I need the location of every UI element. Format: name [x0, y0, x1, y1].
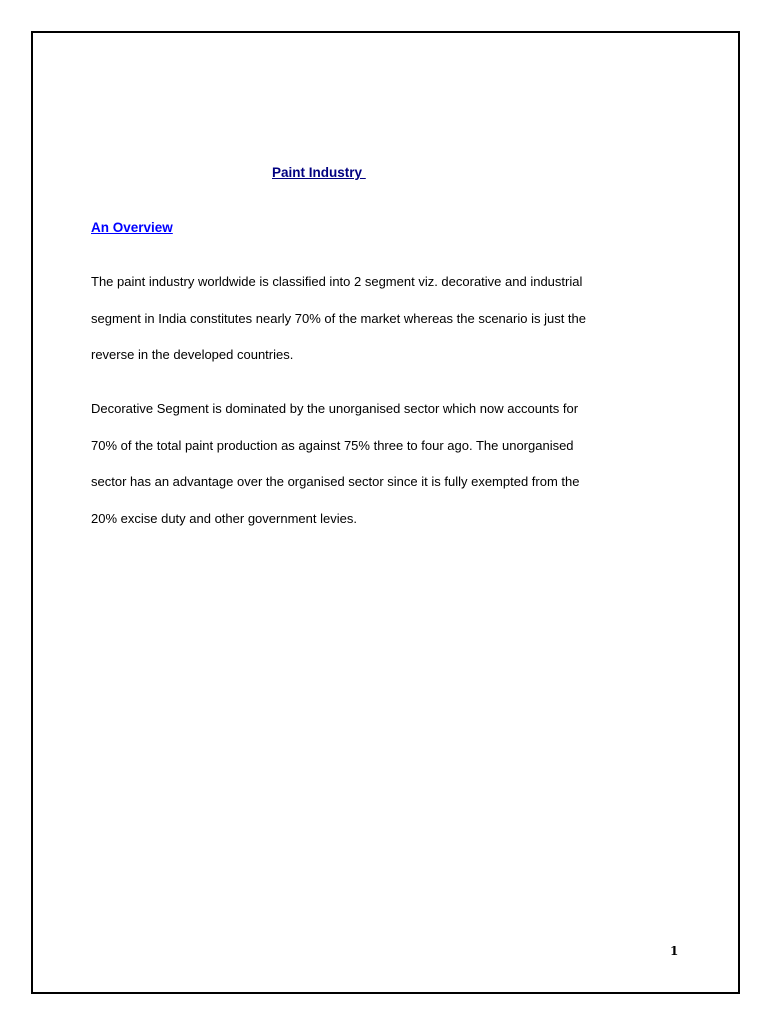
page-number: 1 [670, 944, 679, 958]
paragraph-line: The paint industry worldwide is classified into 2 segment viz. decorative and industrial [91, 274, 583, 289]
paragraph-line: 20% excise duty and other government levies. [91, 510, 357, 526]
section-heading-overview: An Overview [91, 220, 173, 235]
document-title: Paint Industry [272, 165, 366, 180]
paragraph-line: 70% of the total paint production as against 75% three to four ago. The unorganised [91, 437, 574, 453]
paragraph-line: Decorative Segment is dominated by the unorganised sector which now accounts for [91, 401, 579, 416]
paragraph-line: reverse in the developed countries. [91, 347, 294, 362]
paragraph-decorative-segment [91, 400, 691, 546]
paragraph-industry-segments [91, 273, 691, 383]
paragraph-line: sector has an advantage over the organised sector since it is fully exempted from the [91, 474, 580, 489]
document-page [31, 31, 740, 994]
paragraph-line: segment in India constitutes nearly 70% of the market whereas the scenario is just the [91, 310, 586, 326]
